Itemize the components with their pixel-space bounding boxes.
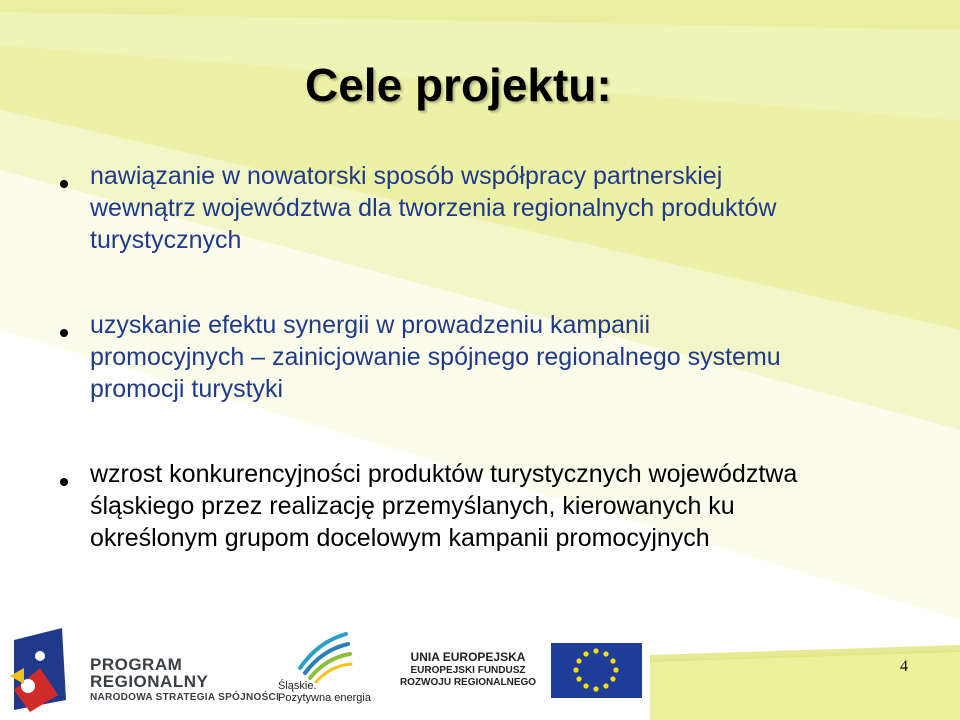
slaskie-line: Śląskie. (278, 680, 317, 692)
program-regionalny-subline: NARODOWA STRATEGIA SPÓJNOŚCI (90, 692, 280, 703)
bullet-line: wewnątrz województwa dla tworzenia regionalnych produktów (90, 194, 777, 222)
bullet-line: turystycznych (90, 226, 242, 254)
bullet-line: promocji turystyki (90, 375, 284, 403)
slaskie-text (278, 680, 371, 704)
bullet-list (58, 160, 938, 554)
program-regionalny-line: PROGRAM (90, 655, 183, 674)
slide-title: Cele projektu: (305, 59, 612, 111)
bullet-line: uzyskanie efektu synergii w prowadzeniu kampanii (90, 311, 651, 339)
program-regionalny-text (90, 656, 279, 704)
ue-heading: UNIA EUROPEJSKA (410, 650, 526, 664)
ue-text (393, 650, 543, 689)
page-number: 4 (900, 658, 908, 675)
ue-subline: ROZWOJU REGIONALNEGO (399, 677, 537, 688)
bullet-item (58, 160, 938, 256)
slaskie-line: Pozytywna energia (278, 692, 371, 704)
bullet-item (58, 309, 938, 405)
bullet-line: śląskiego przez realizację przemyślanych, kierowanych ku (90, 492, 735, 520)
program-regionalny-logo-icon (10, 628, 66, 712)
bullet-line: określonym grupom docelowym kampanii promocyjnych (90, 524, 710, 552)
bullet-line: nawiązanie w nowatorski sposób współpracy partnerskiej (90, 162, 723, 190)
bullet-item (58, 458, 938, 554)
eu-flag-icon (551, 643, 642, 698)
bullet-line: wzrost konkurencyjności produktów turystycznych województwa (90, 460, 798, 488)
bullet-line: promocyjnych – zainicjowanie spójnego regionalnego systemu (90, 343, 781, 371)
slaskie-logo-icon (300, 634, 351, 682)
program-regionalny-line: REGIONALNY (90, 672, 209, 691)
ue-subline: EUROPEJSKI FUNDUSZ (410, 665, 526, 676)
